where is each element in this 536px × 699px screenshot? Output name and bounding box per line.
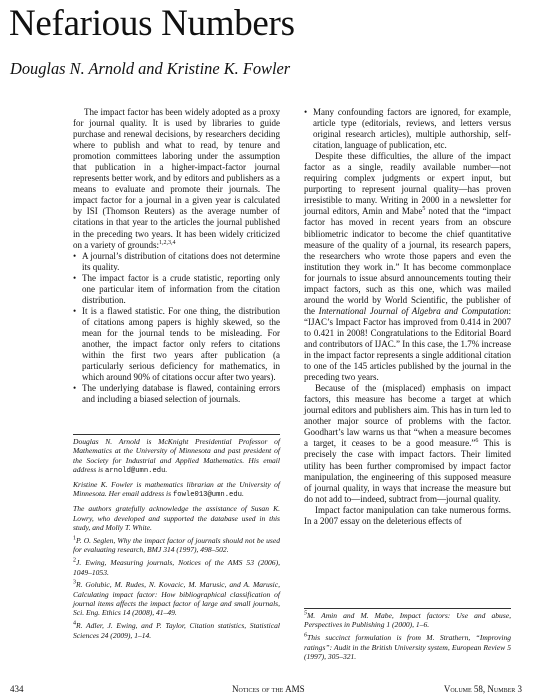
list-item: • A journal’s distribution of citations does not determine its quality.: [73, 251, 280, 273]
reference-3: $^3$R. Golubic, M. Rudes, N. Kovacic, M. Marusic, and A. Marusic, Calculating impact factor: How bibliographical classification of journal items affects the impact factor of large and small journals, Sci. Eng. Ethics 14 (2008), 41–49.: [73, 579, 280, 618]
list-item: • The underlying database is flawed, containing errors and including a biased selection of journals.: [73, 383, 280, 405]
page-number: 434: [10, 684, 24, 694]
author-bio-arnold: Douglas N. Arnold is McKnight Presidential Professor of Mathematics at the University of Minnesota and past president of the Society for Industrial and Applied Mathematics. His email address is arnold@umn.edu.: [73, 437, 280, 476]
journal-name: International Journal of Algebra and Computation: [318, 305, 509, 316]
article-authors: Douglas N. Arnold and Kristine K. Fowler: [10, 59, 291, 78]
left-footnotes: [73, 434, 280, 644]
reference-5: $^5$M. Amin and M. Mabe, Impact factors: Use and abuse, Perspectives in Publishing 1 (2000), 1–6.: [304, 610, 511, 630]
volume-info: Volume 58, Number 3: [443, 684, 522, 694]
ref-marker: 5: [422, 206, 426, 213]
list-item: • Many confounding factors are ignored, for example, article type (editorials, reviews, and letters versus original research articles), multiple authorship, self-citation, language of publication, etc.: [304, 107, 511, 151]
list-item: • The impact factor is a crude statistic, reporting only one particular item of information from the citation distribution.: [73, 273, 280, 306]
right-footnotes: [304, 608, 511, 665]
body-paragraph: Impact factor manipulation can take numerous forms. In a 2007 essay on the deleterious effects of: [304, 504, 511, 526]
article-title: Nefarious Numbers: [9, 3, 295, 44]
reference-2: $^2$J. Ewing, Measuring journals, Notices of the AMS 53 (2006), 1049–1053.: [73, 557, 280, 577]
email-link[interactable]: fowle013@umn.edu: [172, 491, 242, 500]
body-paragraph: Despite these difficulties, the allure of the impact factor as a single, readily available number—not requiring complex judgments or expert input, but purporting to represent journal quality—has proven irresistible to many. Writing in 2000 in a newsletter for journal editors, Amin and Mabe$^5$ noted that the “impact factor has moved in recent years from an obscure bibliometric indicator to become the chief quantitative measure of the quality of a journal, its research papers, the researchers who wrote those papers and even the institution they work in.” It has become commonplace for journals to issue absurd announcements touting their impact factors, such as this one, which was mailed around the world by World Scientific, the publisher of the International Journal of Algebra and Computation: “IJAC’s Impact Factor has improved from 0.414 in 2007 to 0.421 in 2008! Congratulations to the Editorial Board and contributors of IJAC.” In this case, the 1.7% increase in the impact factor represents a single additional citation to one of the 145 articles published by the journal in the preceding two years.: [304, 151, 511, 383]
journal-name-footer: Notices of the AMS: [232, 684, 305, 694]
ref-marker: 1,2,3,4: [158, 239, 176, 246]
reference-1: $^1$P. O. Seglen, Why the impact factor of journals should not be used for evaluating research, BMJ 314 (1997), 498–502.: [73, 535, 280, 555]
email-link[interactable]: arnold@umn.edu: [105, 467, 166, 476]
right-column: [304, 107, 511, 527]
left-column: [73, 107, 280, 405]
acknowledgment: The authors gratefully acknowledge the assistance of Susan K. Lowry, who developed and supported the database used in this study, and Molly T. White.: [73, 504, 280, 532]
list-item: • It is a flawed statistic. For one thing, the distribution of citations among papers is highly skewed, so the mean for the journal tends to be misleading. For another, the impact factor only refers to citations within the first two years after publication (a particularly serious deficiency for mathematics, in which around 90% of citations occur after two years).: [73, 306, 280, 383]
author-bio-fowler: Kristine K. Fowler is mathematics librarian at the University of Minnesota. Her email address is fowle013@umn.edu.: [73, 479, 280, 500]
reference-4: $^4$R. Adler, J. Ewing, and P. Taylor, Citation statistics, Statistical Sciences 24 (2009), 1–14.: [73, 620, 280, 640]
intro-paragraph: [73, 107, 280, 251]
ref-marker: 6: [475, 438, 479, 445]
reference-6: $^6$This succinct formulation is from M. Strathern, “Improving ratings”: Audit in the British University system, European Review 5 (1997), 305–321.: [304, 632, 511, 661]
criticism-list: [73, 251, 280, 406]
criticism-list-continued: [304, 107, 511, 151]
body-paragraph: Because of the (misplaced) emphasis on impact factors, this measure has become a target at which journal editors and publishers aim. This has in turn led to another major source of problems with the factor. Goodhart’s law warns us that “when a measure becomes a target, it ceases to be a good measure.”$^6$ This is precisely the case with impact factors. Their limited utility has been further compromised by impact factor manipulation, the engineering of this supposed measure of journal quality, in ways that increase the measure but do not add to—indeed, subtract from—journal quality.: [304, 383, 511, 504]
intro-text: The impact factor has been widely adopted as a proxy for journal quality. It is used by libraries to guide purchase and renewal decisions, by researchers deciding where to publish and what to read, by tenure and promotion committees laboring under the assumption that publication in a higher-impact-factor journal represents better work, and by editors and publishers as a means to evaluate and promote their journals. The impact factor for a journal in a given year is calculated by ISI (Thomson Reuters) as the average number of citations in that year to the articles the journal published in the preceding two years. It has been widely criticized on a variety of grounds:: [73, 107, 280, 250]
